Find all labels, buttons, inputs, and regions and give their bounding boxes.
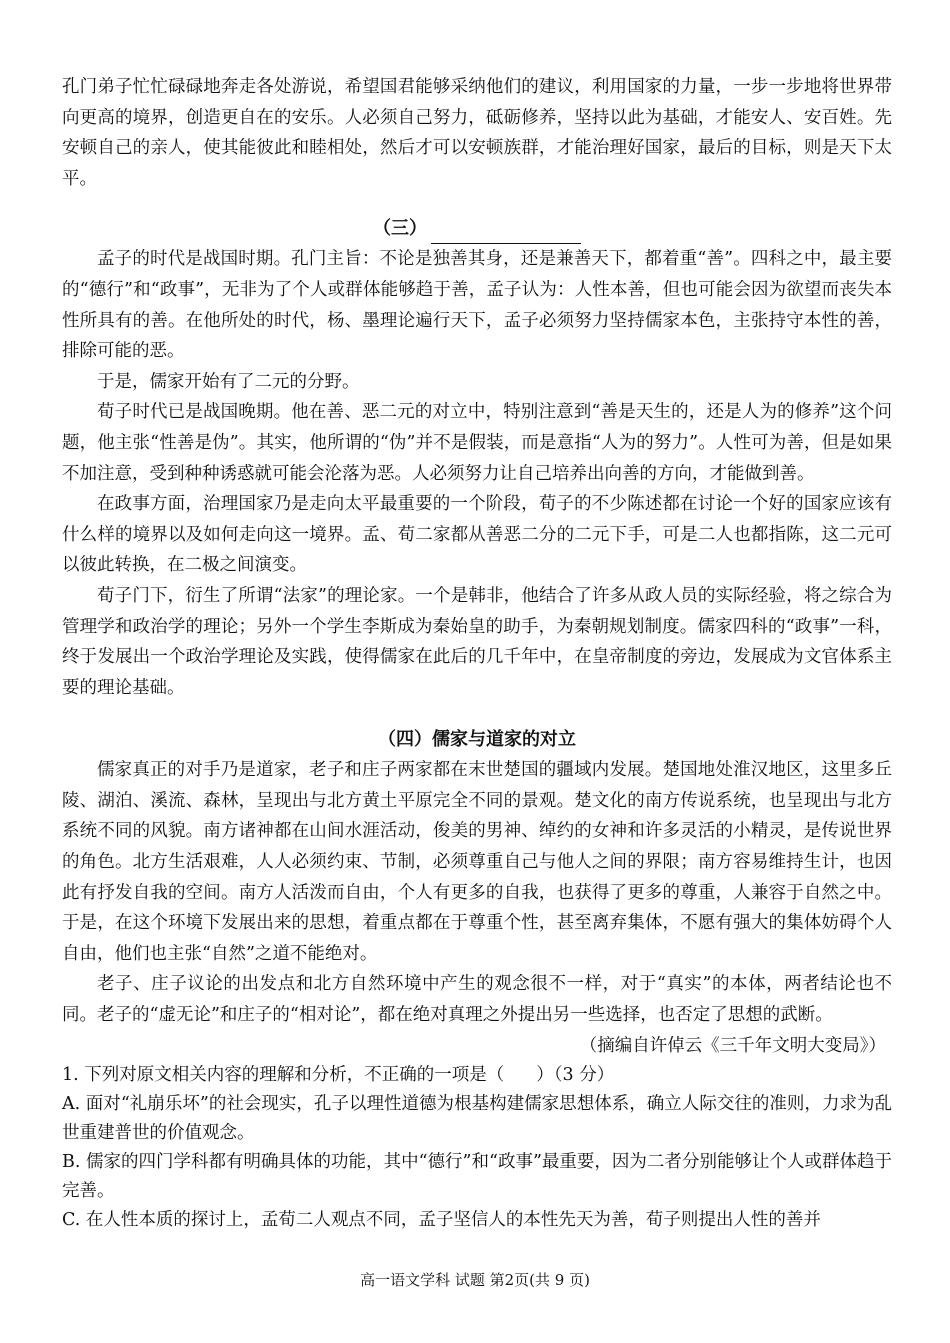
page-footer: 高一语文学科 试题 第2页(共 9 页) — [360, 1271, 590, 1289]
section-4-paragraph: 儒家真正的对手乃是道家，老子和庄子两家都在末世楚国的疆域内发展。楚国地处淮汉地区，这里多丘陵、湖泊、溪流、森林，呈现出与北方黄土平原完全不同的景观。楚文化的南方传说系统，也呈现出与北方系统不同的风貌。南方诸神都在山间水涯活动，俊美的男神、绰约的女神和许多灵活的小精灵，是传说世界的角色。北方生活艰难，人人必须约束、节制，必须尊重自己与他人之间的界限；南方容易维持生计，也因此有抒发自我的空间。南方人活泼而自由，个人有更多的自我，也获得了更多的尊重，人兼容于自然之中。于是，在这个环境下发展出来的思想，着重点都在于尊重个性，甚至离弃集体，不愿有强大的集体妨碍个人自由，他们也主张“自然”之道不能绝对。 — [62, 760, 892, 964]
question-1-stem — [62, 1061, 892, 1090]
section-4-heading: （四）儒家与道家的对立 — [378, 729, 576, 751]
document-page — [62, 72, 892, 1235]
section-3-paragraph: 荀子时代已是战国晚期。他在善、恶二元的对立中，特别注意到“善是天生的，还是人为的修养”这个问题，他主张“性善是伪”。其实，他所谓的“伪”并不是假装，而是意指“人为的努力”。人性可为善，但是如果不加注意，受到种种诱惑就可能会沦落为恶。人必须努力让自己培养出向善的方向，才能做到善。 — [62, 402, 892, 484]
section-3-number: （三） — [373, 218, 427, 240]
spacer — [62, 703, 892, 725]
question-1-score: ）（3 分） — [536, 1064, 615, 1085]
section-3-paragraph: 孟子的时代是战国时期。孔门主旨：不论是独善其身，还是兼善天下，都着重“善”。四科之中，最主要的“德行”和“政事”，无非为了个人或群体能够趋于善，孟子认为：人性本善，但也可能会因为欲望而丧失本性所具有的善。在他所处的时代，杨、墨理论遍行天下，孟子必须努力坚持儒家本色，主张持守本性的善，排除可能的恶。 — [62, 249, 892, 362]
section-3-paragraph: 在政事方面，治理国家乃是走向太平最重要的一个阶段，荀子的不少陈述都在讨论一个好的国家应该有什么样的境界以及如何走向这一境界。孟、荀二家都从善恶二分的二元下手，可是二人也都指陈，这二元可以彼此转换，在二极之间演变。 — [62, 494, 892, 576]
question-1-text: 1. 下列对原文相关内容的理解和分析，不正确的一项是（ — [62, 1064, 505, 1085]
question-1-option-a: A. 面对“礼崩乐坏”的社会现实，孔子以理性道德为根基构建儒家思想体系，确立人际交往的准则，力求为乱世重建普世的价值观念。 — [62, 1093, 892, 1143]
section-4-paragraph: 老子、庄子议论的出发点和北方自然环境中产生的观念很不一样，对于“真实”的本体，两者结论也不同。老子的“虚无论”和庄子的“相对论”，都在绝对真理之外提出另一些选择，也否定了思想的武断。 — [62, 974, 892, 1026]
section-3-heading — [62, 214, 892, 244]
section-3-paragraph: 于是，儒家开始有了二元的分野。 — [97, 371, 360, 392]
question-1-option-c: C. 在人性本质的探讨上，孟荀二人观点不同，孟子坚信人的本性先天为善，荀子则提出人性的善并 — [62, 1209, 821, 1230]
section-3-paragraph: 荀子门下，衍生了所谓“法家”的理论家。一个是韩非，他结合了许多从政人员的实际经验，将之综合为管理学和政治学的理论；另外一个学生李斯成为秦始皇的助手，为秦朝规划制度。儒家四科的“政事”一科，终于发展出一个政治学理论及实践，使得儒家在此后的几千年中，在皇帝制度的旁边，发展成为文官体系主要的理论基础。 — [62, 585, 892, 698]
question-1-option-b: B. 儒家的四门学科都有明确具体的功能，其中“德行”和“政事”最重要，因为二者分别能够让个人或群体趋于完善。 — [62, 1151, 892, 1201]
section-3-title-blank — [431, 223, 581, 244]
intro-paragraph: 孔门弟子忙忙碌碌地奔走各处游说，希望国君能够采纳他们的建议，利用国家的力量，一步一步地将世界带向更高的境界，创造更自在的安乐。人必须自己努力，砥砺修养，坚持以此为基础，才能安人、安百姓。先安顿自己的亲人，使其能彼此和睦相处，然后才可以安顿族群，才能治理好国家，最后的目标，则是天下太平。 — [62, 77, 892, 189]
source-citation: （摘编自许倬云《三千年文明大变局》） — [579, 1035, 886, 1056]
spacer — [62, 194, 892, 214]
